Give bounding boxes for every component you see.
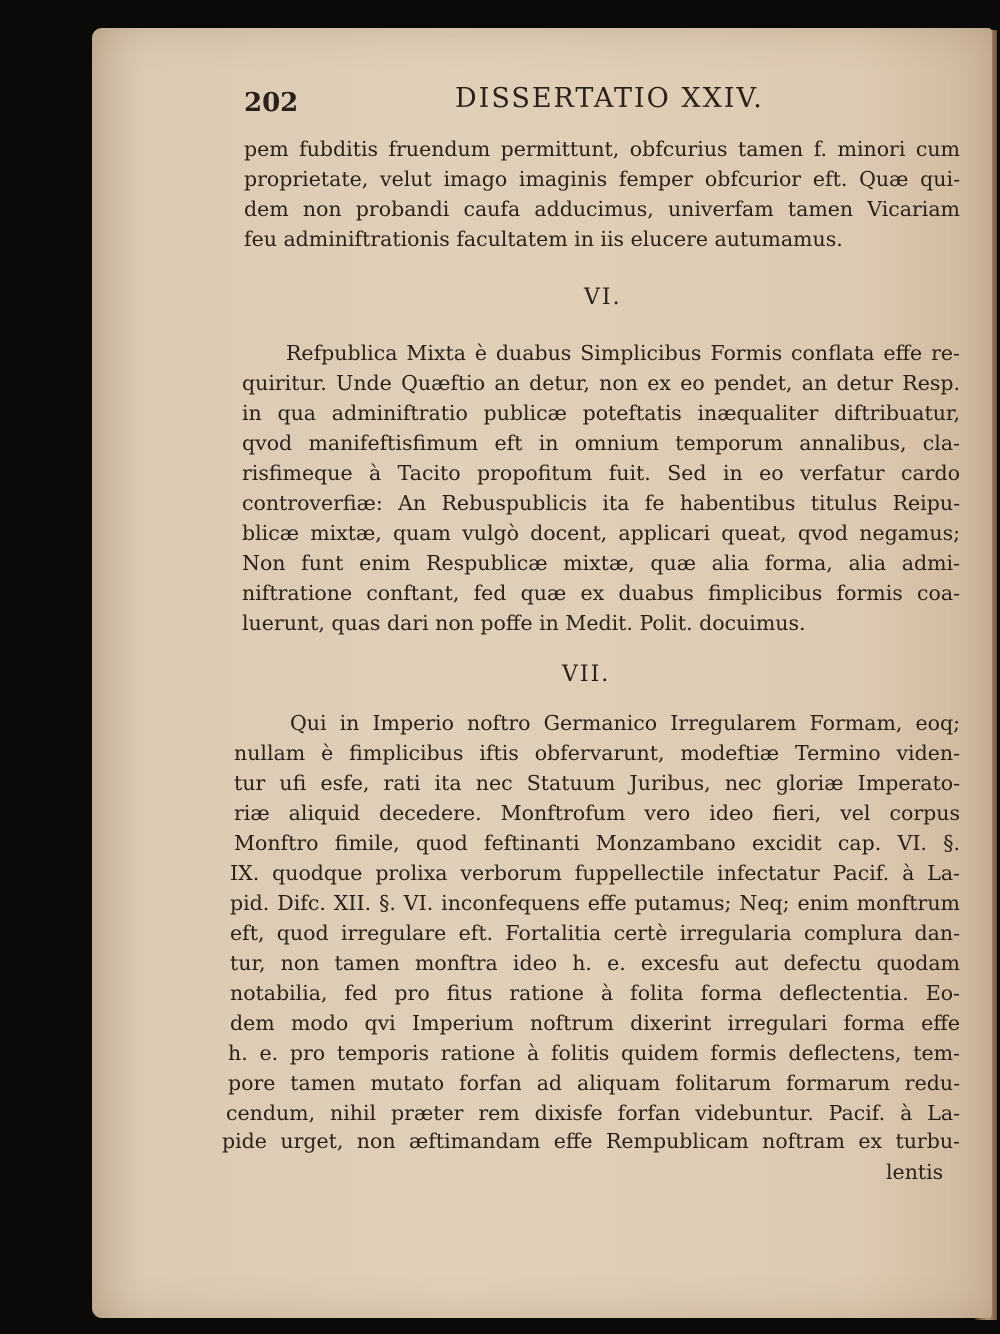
text-line: blicæ mixtæ, quam vulgò docent, applicari queat, qvod negamus; [242, 521, 960, 545]
text-line: pide urget, non æftimandam effe Rempublicam noftram ex turbu- [222, 1129, 960, 1153]
text-line: niftratione conftant, fed quæ ex duabus fimplicibus formis coa- [242, 581, 960, 605]
text-line: dem modo qvi Imperium noftrum dixerint irregulari forma effe [230, 1011, 960, 1035]
catchword: lentis [886, 1160, 944, 1184]
text-line: tur ufi esfe, rati ita nec Statuum Juribus, nec gloriæ Imperato- [234, 771, 960, 795]
text-line: pem fubditis fruendum permittunt, obfcurius tamen f. minori cum [244, 137, 960, 161]
text-line: luerunt, quas dari non poffe in Medit. Polit. docuimus. [242, 611, 806, 635]
text-line: notabilia, fed pro fitus ratione à folita forma deflectentia. Eo- [230, 981, 960, 1005]
running-head: DISSERTATIO XXIV. [455, 83, 764, 114]
text-line: pid. Difc. XII. §. VI. inconfequens effe putamus; Neq; enim monftrum [230, 891, 960, 915]
page-number: 202 [244, 88, 299, 118]
text-line: cendum, nihil præter rem dixisfe forfan videbuntur. Pacif. à La- [226, 1101, 960, 1125]
text-line: riæ aliquid decedere. Monftrofum vero ideo fieri, vel corpus [234, 801, 960, 825]
text-line: h. e. pro temporis ratione à folitis quidem formis deflectens, tem- [228, 1041, 960, 1065]
text-line: Refpublica Mixta è duabus Simplicibus Formis conflata effe re- [286, 341, 960, 365]
section-number: VII. [562, 662, 611, 687]
text-line: in qua adminiftratio publicæ poteftatis inæqualiter diftribuatur, [242, 401, 960, 425]
text-line: dem non probandi caufa adducimus, univerfam tamen Vicariam [244, 197, 960, 221]
text-line: pore tamen mutato forfan ad aliquam folitarum formarum redu- [228, 1071, 960, 1095]
text-line: Qui in Imperio noftro Germanico Irregularem Formam, eoq; [290, 711, 960, 735]
text-line: feu adminiftrationis facultatem in iis elucere autumamus. [244, 227, 843, 251]
text-line: quiritur. Unde Quæftio an detur, non ex eo pendet, an detur Resp. [242, 371, 960, 395]
text-line: qvod manifeftisfimum eft in omnium temporum annalibus, cla- [242, 431, 960, 455]
text-line: eft, quod irregulare eft. Fortalitia certè irregularia complura dan- [230, 921, 960, 945]
text-line: Non funt enim Respublicæ mixtæ, quæ alia forma, alia admi- [242, 551, 960, 575]
text-line: proprietate, velut imago imaginis femper obfcurior eft. Quæ qui- [244, 167, 960, 191]
text-line: Monftro fimile, quod feftinanti Monzambano excidit cap. VI. §. [234, 831, 960, 855]
text-line: controverfiæ: An Rebuspublicis ita fe habentibus titulus Reipu- [242, 491, 960, 515]
text-line: IX. quodque prolixa verborum fuppellectile infectatur Pacif. à La- [230, 861, 960, 885]
text-line: nullam è fimplicibus iftis obfervarunt, modeftiæ Termino viden- [234, 741, 960, 765]
section-number: VI. [584, 285, 622, 310]
text-line: tur, non tamen monftra ideo h. e. excesfu aut defectu quodam [230, 951, 960, 975]
text-line: risfimeque à Tacito propofitum fuit. Sed in eo verfatur cardo [242, 461, 960, 485]
